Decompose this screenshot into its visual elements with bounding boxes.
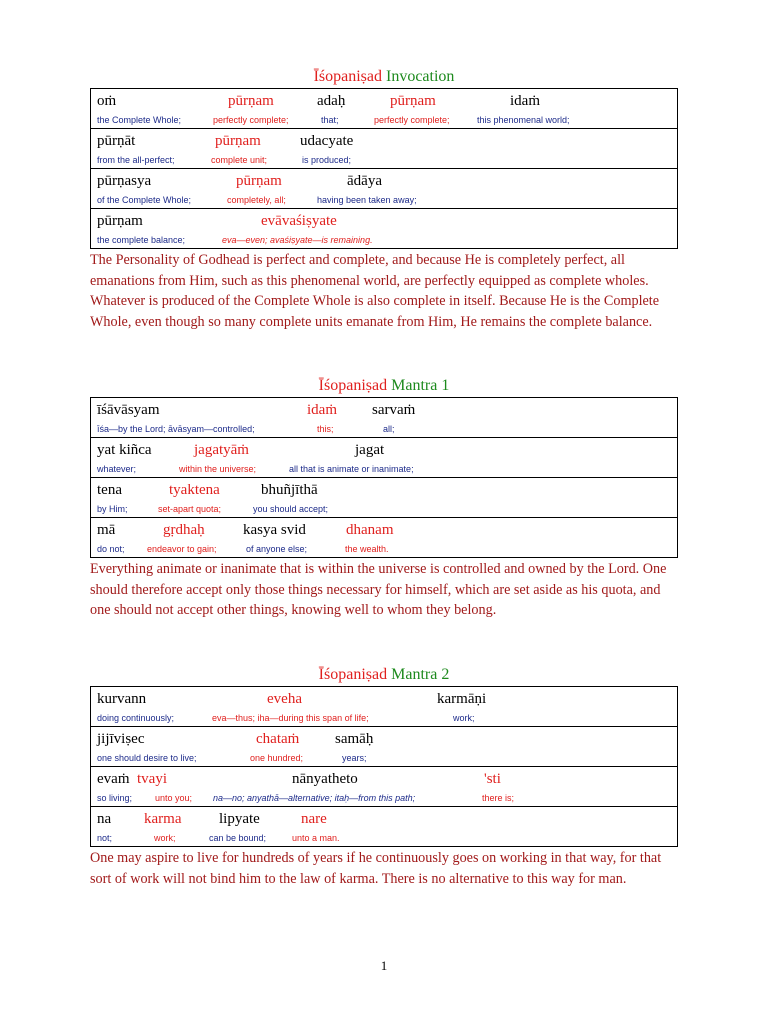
sanskrit-word: samāḥ bbox=[335, 731, 374, 747]
word-meaning: of anyone else; bbox=[246, 544, 308, 554]
sanskrit-word: idaṁ bbox=[307, 402, 337, 418]
word-meaning: all; bbox=[383, 424, 395, 434]
heading-title-green: Mantra 2 bbox=[391, 666, 450, 683]
page-number: 1 bbox=[380, 958, 388, 973]
sanskrit-word: pūrṇāt bbox=[97, 133, 136, 149]
word-meaning: eva—even; avaśiṣyate—is remaining. bbox=[222, 235, 373, 245]
word-meaning: na—no; anyathā—alternative; itaḥ—from this path; bbox=[213, 793, 416, 803]
word-meaning: eva—thus; iha—during this span of life; bbox=[212, 713, 369, 723]
word-meaning: the complete balance; bbox=[97, 235, 186, 245]
sanskrit-word: pūrṇam bbox=[228, 93, 274, 109]
word-meaning: the Complete Whole; bbox=[97, 115, 182, 125]
table-row bbox=[91, 767, 677, 807]
word-meaning: endeavor to gain; bbox=[147, 544, 217, 554]
word-meaning: work; bbox=[453, 713, 475, 723]
heading-title-red: Īśopaniṣad bbox=[318, 666, 388, 683]
word-meaning: can be bound; bbox=[209, 833, 267, 843]
table-row bbox=[91, 209, 677, 249]
word-meaning: within the universe; bbox=[179, 464, 257, 474]
sanskrit-word: na bbox=[97, 811, 112, 827]
word-meaning: so living; bbox=[97, 793, 133, 803]
word-meaning: perfectly complete; bbox=[213, 115, 289, 125]
sanskrit-word: sarvaṁ bbox=[372, 402, 416, 418]
heading-title-red: Īśopaniṣad bbox=[313, 68, 382, 85]
table-row bbox=[91, 438, 677, 478]
word-meaning: do not; bbox=[97, 544, 125, 554]
table-row bbox=[91, 169, 677, 209]
sanskrit-word: jagat bbox=[355, 442, 385, 458]
sanskrit-word: evāvaśiṣyate bbox=[261, 213, 337, 229]
word-meaning: this phenomenal world; bbox=[477, 115, 570, 125]
word-meaning: whatever; bbox=[97, 464, 137, 474]
sanskrit-word: dhanam bbox=[346, 522, 394, 538]
word-meaning: this; bbox=[317, 424, 334, 434]
sanskrit-word: jijīviṣec bbox=[97, 731, 145, 747]
word-meaning: complete unit; bbox=[211, 155, 268, 165]
sanskrit-word: tyaktena bbox=[169, 482, 220, 498]
sanskrit-word: nānyatheto bbox=[292, 771, 358, 787]
word-meaning: years; bbox=[342, 753, 367, 763]
word-meaning: having been taken away; bbox=[317, 195, 417, 205]
sanskrit-word: jagatyāṁ bbox=[194, 442, 249, 458]
word-table-invocation bbox=[90, 88, 678, 249]
word-table-mantra-2 bbox=[90, 686, 678, 847]
sanskrit-word: nare bbox=[301, 811, 327, 827]
sanskrit-word: gṛdhaḥ bbox=[163, 522, 205, 538]
word-meaning: by Him; bbox=[97, 504, 128, 514]
sanskrit-word: adaḥ bbox=[317, 93, 346, 109]
sanskrit-word: pūrṇam bbox=[390, 93, 436, 109]
sanskrit-word: pūrṇasya bbox=[97, 173, 152, 189]
heading-title-red: Īśopaniṣad bbox=[318, 377, 388, 394]
word-meaning: the wealth. bbox=[345, 544, 389, 554]
word-meaning: unto you; bbox=[155, 793, 193, 803]
word-meaning: all that is animate or inanimate; bbox=[289, 464, 414, 474]
word-meaning: that; bbox=[321, 115, 339, 125]
table-row bbox=[91, 478, 677, 518]
sanskrit-word: mā bbox=[97, 522, 116, 538]
word-meaning: set-apart quota; bbox=[158, 504, 222, 514]
sanskrit-word: bhuñjīthā bbox=[261, 482, 318, 498]
sanskrit-word: tvayi bbox=[137, 771, 167, 787]
word-meaning: is produced; bbox=[302, 155, 352, 165]
sanskrit-word: pūrṇam bbox=[215, 133, 261, 149]
table-row bbox=[91, 398, 677, 438]
sanskrit-word: ādāya bbox=[347, 173, 382, 189]
word-meaning: completely, all; bbox=[227, 195, 286, 205]
sanskrit-word: kasya svid bbox=[243, 522, 306, 538]
word-meaning: one hundred; bbox=[250, 753, 304, 763]
sanskrit-word: īśāvāsyam bbox=[97, 402, 160, 418]
sanskrit-word: karma bbox=[144, 811, 182, 827]
sanskrit-word: 'sti bbox=[484, 771, 501, 787]
sanskrit-word: tena bbox=[97, 482, 122, 498]
sanskrit-word: oṁ bbox=[97, 93, 117, 109]
table-row bbox=[91, 727, 677, 767]
table-row bbox=[91, 518, 677, 558]
sanskrit-word: pūrṇam bbox=[97, 213, 143, 229]
word-meaning: īśa—by the Lord; āvāsyam—controlled; bbox=[97, 424, 255, 434]
sanskrit-word: chataṁ bbox=[256, 731, 300, 747]
translation-paragraph: Everything animate or inanimate that is within the universe is controlled and owned by the Lord. One should therefore accept only those things necessary for himself, which are set aside as his quota, and one should not accept other things, knowing well to whom they belong. bbox=[90, 561, 667, 618]
word-meaning: from the all-perfect; bbox=[97, 155, 175, 165]
word-meaning: work; bbox=[154, 833, 176, 843]
word-meaning: unto a man. bbox=[292, 833, 340, 843]
table-row bbox=[91, 807, 677, 847]
sanskrit-word: evaṁ bbox=[97, 771, 130, 787]
sanskrit-word: lipyate bbox=[219, 811, 260, 827]
word-table-mantra-1 bbox=[90, 397, 678, 558]
heading-title-green: Invocation bbox=[386, 68, 455, 85]
sanskrit-word: kurvann bbox=[97, 691, 147, 707]
translation-paragraph: One may aspire to live for hundreds of years if he continuously goes on working in that way, for that sort of work will not bind him to the law of karma. There is no alternative to this way for man. bbox=[90, 850, 662, 887]
table-row bbox=[91, 129, 677, 169]
word-meaning: you should accept; bbox=[253, 504, 329, 514]
word-meaning: there is; bbox=[482, 793, 515, 803]
word-meaning: of the Complete Whole; bbox=[97, 195, 192, 205]
sanskrit-word: yat kiñca bbox=[97, 442, 152, 458]
sanskrit-word: eveha bbox=[267, 691, 302, 707]
table-row bbox=[91, 687, 677, 727]
section-heading-invocation bbox=[0, 67, 768, 87]
word-meaning: not; bbox=[97, 833, 113, 843]
sanskrit-word: karmāṇi bbox=[437, 691, 487, 707]
table-row bbox=[91, 89, 677, 129]
sanskrit-word: udacyate bbox=[300, 133, 354, 149]
word-meaning: one should desire to live; bbox=[97, 753, 197, 763]
sanskrit-word: pūrṇam bbox=[236, 173, 282, 189]
sanskrit-word: idaṁ bbox=[510, 93, 540, 109]
word-meaning: perfectly complete; bbox=[374, 115, 450, 125]
heading-title-green: Mantra 1 bbox=[391, 377, 450, 394]
section-heading-mantra-2 bbox=[0, 665, 768, 685]
translation-paragraph: The Personality of Godhead is perfect and complete, and because He is completely perfect, all emanations from Him, such as this phenomenal world, are perfectly equipped as complete wholes. Whatever is produced of the Complete Whole is also complete in itself. Because He is the Complete Whole, even though so many complete units emanate from Him, He remains the complete balance. bbox=[90, 252, 660, 330]
word-meaning: doing continuously; bbox=[97, 713, 175, 723]
section-heading-mantra-1 bbox=[0, 376, 768, 396]
